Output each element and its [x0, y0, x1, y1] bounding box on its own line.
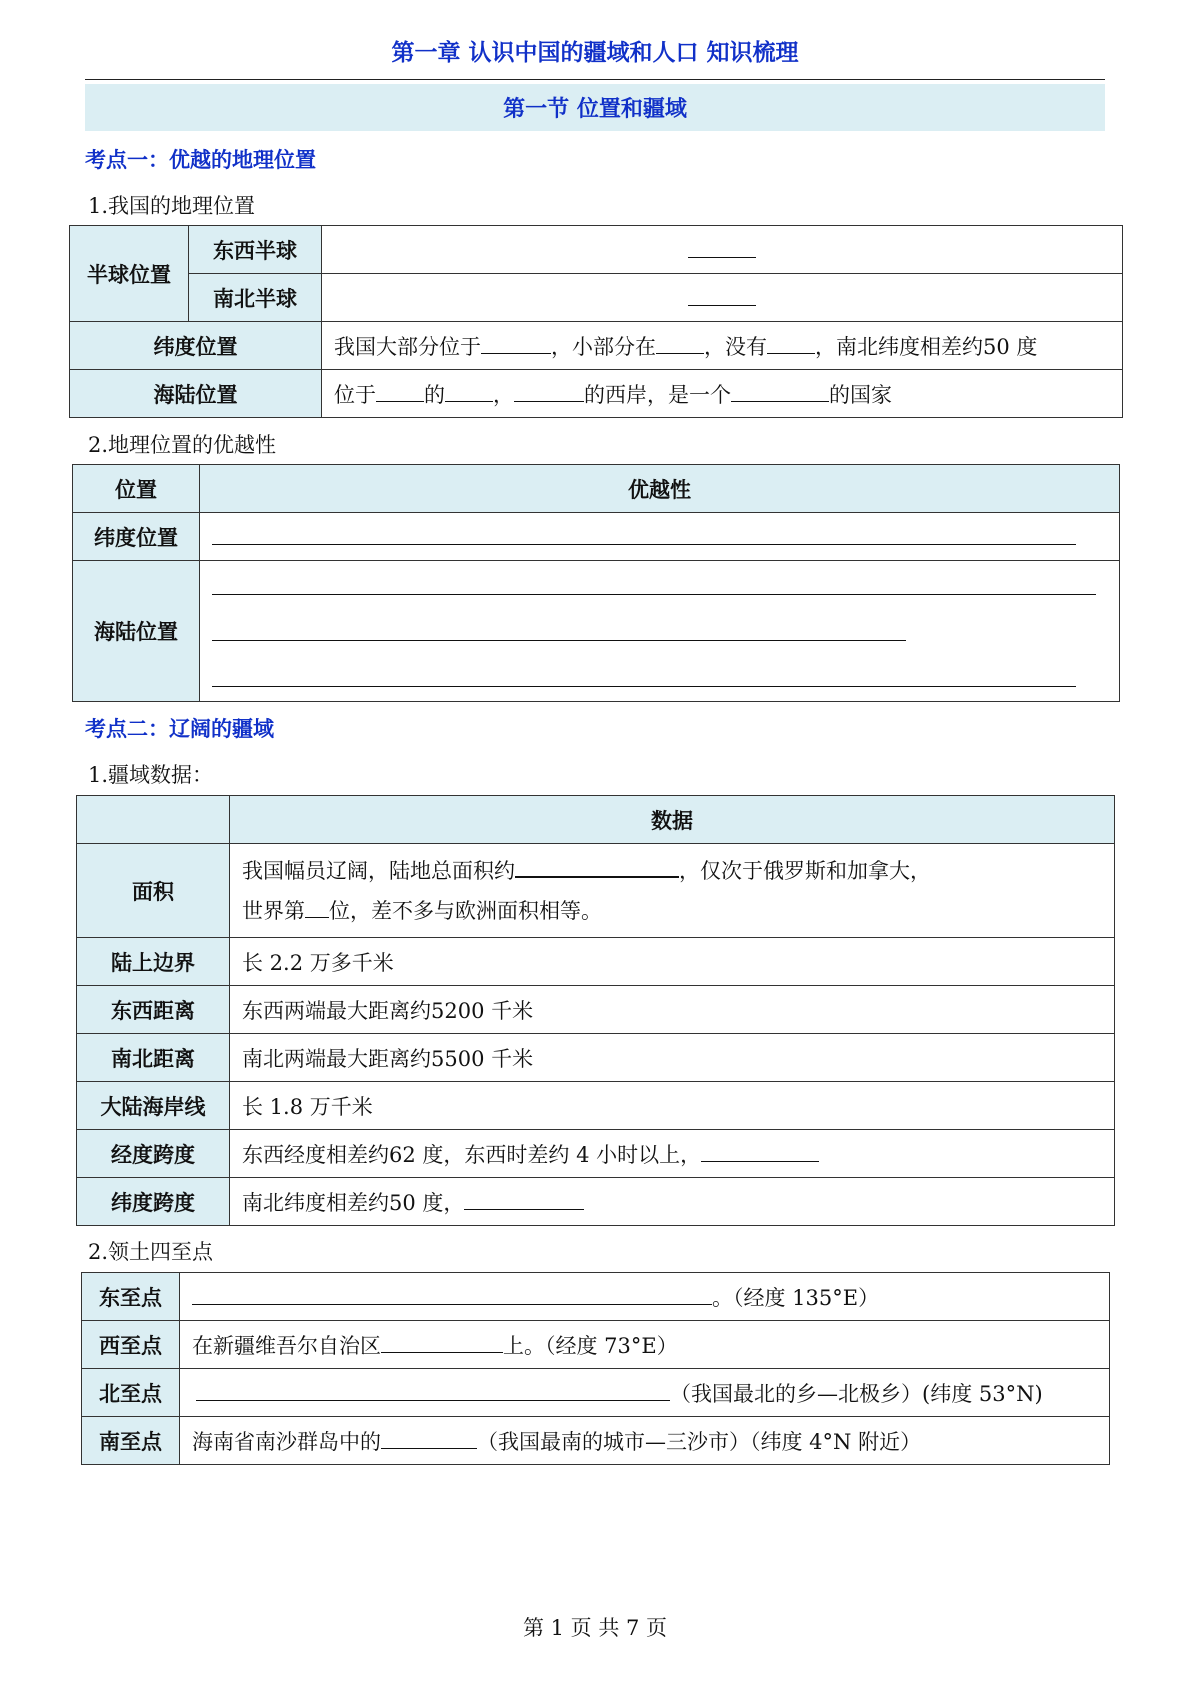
east-west-distance-text: 东西两端最大距离约5200 千米	[230, 986, 1115, 1034]
north-south-blank	[322, 274, 1123, 322]
sea-land-advantage-label: 海陆位置	[73, 561, 200, 702]
kp1-sub1: 1.我国的地理位置	[88, 194, 256, 218]
coastline-text: 长 1.8 万千米	[230, 1082, 1115, 1130]
extreme-points-table	[81, 1272, 1110, 1465]
land-border-text: 长 2.2 万多千米	[230, 938, 1115, 986]
sea-land-position-text: 位于 的 ， 的西岸，是一个 的国家	[322, 370, 1123, 418]
sea-land-position-label: 海陆位置	[70, 370, 322, 418]
blank-header	[77, 796, 230, 844]
advantage-table	[72, 464, 1120, 702]
north-south-label: 南北半球	[189, 274, 322, 322]
east-west-distance-label: 东西距离	[77, 986, 230, 1034]
area-text: 我国幅员辽阔，陆地总面积约 ，仅次于俄罗斯和加拿大， 世界第 位，差不多与欧洲面积相等。	[230, 844, 1115, 938]
kp1-title: 考点一：优越的地理位置	[85, 148, 316, 172]
north-point-text: （我国最北的乡—北极乡）(纬度 53°N)	[180, 1369, 1110, 1417]
kp1-sub2: 2.地理位置的优越性	[88, 433, 277, 457]
hemisphere-label: 半球位置	[70, 226, 189, 322]
geo-position-table	[69, 225, 1123, 418]
page-title: 第一章 认识中国的疆域和人口 知识梳理	[391, 40, 799, 66]
land-border-label: 陆上边界	[77, 938, 230, 986]
section-heading: 第一节 位置和疆域	[85, 84, 1105, 131]
coastline-label: 大陆海岸线	[77, 1082, 230, 1130]
sea-land-advantage-blanks	[200, 561, 1120, 702]
data-col-header: 数据	[230, 796, 1115, 844]
longitude-span-text: 东西经度相差约62 度，东西时差约 4 小时以上，	[230, 1130, 1115, 1178]
title-divider	[85, 79, 1105, 80]
latitude-advantage-label: 纬度位置	[73, 513, 200, 561]
longitude-span-label: 经度跨度	[77, 1130, 230, 1178]
latitude-span-label: 纬度跨度	[77, 1178, 230, 1226]
east-west-blank	[322, 226, 1123, 274]
latitude-advantage-blank	[200, 513, 1120, 561]
east-west-label: 东西半球	[189, 226, 322, 274]
position-col-header: 位置	[73, 465, 200, 513]
kp2-sub2: 2.领土四至点	[88, 1240, 214, 1264]
page-footer: 第 1 页 共 7 页	[522, 1616, 668, 1640]
north-point-label: 北至点	[82, 1369, 180, 1417]
west-point-text: 在新疆维吾尔自治区 上。（经度 73°E）	[180, 1321, 1110, 1369]
north-south-distance-label: 南北距离	[77, 1034, 230, 1082]
area-label: 面积	[77, 844, 230, 938]
north-south-distance-text: 南北两端最大距离约5500 千米	[230, 1034, 1115, 1082]
east-point-label: 东至点	[82, 1273, 180, 1321]
latitude-span-text: 南北纬度相差约50 度，	[230, 1178, 1115, 1226]
territory-data-table	[76, 795, 1115, 1226]
west-point-label: 西至点	[82, 1321, 180, 1369]
south-point-text: 海南省南沙群岛中的 （我国最南的城市—三沙市）（纬度 4°N 附近）	[180, 1417, 1110, 1465]
kp2-sub1: 1.疆域数据：	[88, 763, 214, 787]
latitude-position-text: 我国大部分位于 ，小部分在 ，没有 ，南北纬度相差约50 度	[322, 322, 1123, 370]
kp2-title: 考点二：辽阔的疆域	[85, 717, 274, 741]
advantage-col-header: 优越性	[200, 465, 1120, 513]
east-point-text: 。（经度 135°E）	[180, 1273, 1110, 1321]
latitude-position-label: 纬度位置	[70, 322, 322, 370]
south-point-label: 南至点	[82, 1417, 180, 1465]
